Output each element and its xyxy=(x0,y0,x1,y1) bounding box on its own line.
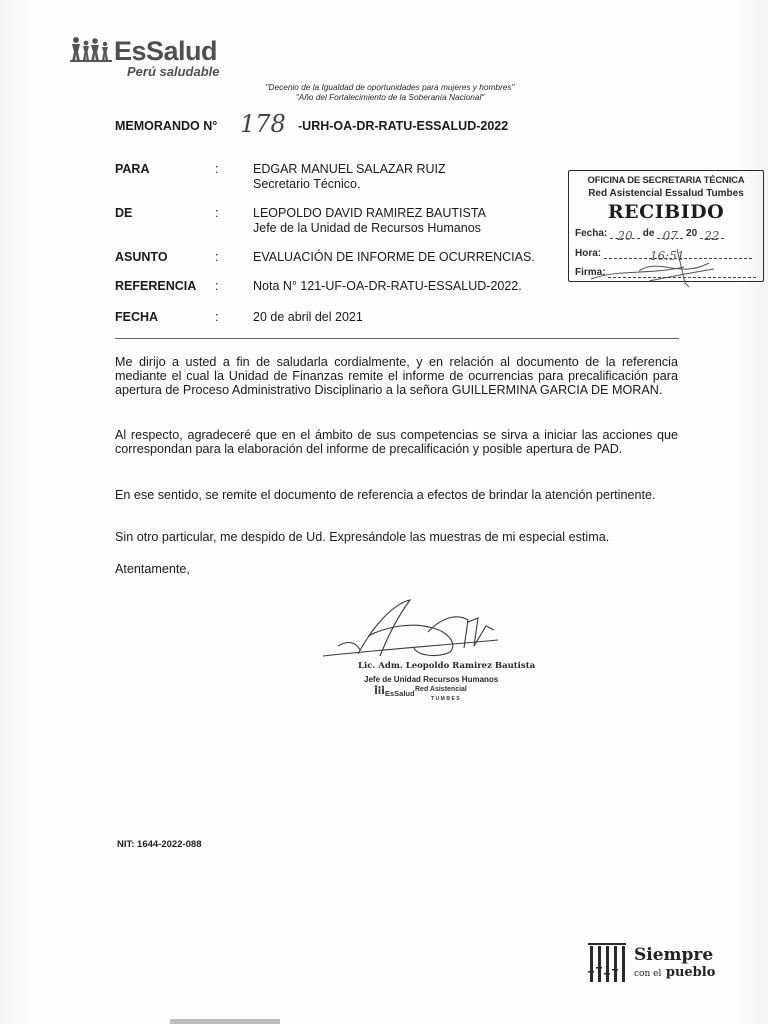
footer-brand xyxy=(586,941,726,985)
reference-value: Nota N° 121-UF-OA-DR-RATU-ESSALUD-2022. xyxy=(253,279,522,293)
stamp-network: Red Asistencial Essalud Tumbes xyxy=(588,188,744,199)
sender-name: LEOPOLDO DAVID RAMIREZ BAUTISTA xyxy=(253,206,486,220)
stamp-date-year: 22 xyxy=(700,229,724,239)
signatory-name: Lic. Adm. Leopoldo Ramirez Bautista xyxy=(358,661,536,671)
closing-text: Atentamente, xyxy=(115,562,190,576)
field-colon: : xyxy=(215,310,219,324)
stamp-date-line xyxy=(575,228,724,243)
stamp-status: RECIBIDO xyxy=(607,201,725,223)
field-label: FECHA xyxy=(115,310,159,324)
family-icon xyxy=(70,36,114,62)
org-name: EsSalud xyxy=(114,36,218,66)
memo-label: MEMORANDO N° xyxy=(115,119,218,133)
stamp-date-label: Fecha: xyxy=(575,228,608,239)
field-label: PARA xyxy=(115,162,150,176)
nit-code: NIT: 1644-2022-088 xyxy=(117,839,202,850)
subject-value: EVALUACIÓN DE INFORME DE OCURRENCIAS. xyxy=(253,250,535,264)
date-value: 20 de abril del 2021 xyxy=(253,310,363,324)
decenio-line-1: "Decenio de la Igualdad de oportunidades para mujeres y hombres" xyxy=(265,82,515,92)
brand-line-2-main: pueblo xyxy=(665,965,716,980)
recipient-role: Secretario Técnico. xyxy=(253,177,361,191)
recipient-name: EDGAR MANUEL SALAZAR RUIZ xyxy=(253,162,446,176)
field-value xyxy=(253,206,486,236)
brand-line-1: Siempre xyxy=(634,945,714,965)
essalud-logo xyxy=(70,34,240,84)
field-label: ASUNTO xyxy=(115,250,168,264)
decenio-line-2: "Año del Fortalecimiento de la Soberanía Nacional" xyxy=(295,92,485,102)
stamp-office: OFICINA DE SECRETARIA TÉCNICA xyxy=(587,175,745,186)
scan-artifact xyxy=(170,1019,280,1024)
sender-role: Jefe de la Unidad de Recursos Humanos xyxy=(253,221,481,235)
field-colon: : xyxy=(215,206,219,220)
family-icon xyxy=(374,685,385,695)
stamp-date-month: 07 xyxy=(657,229,683,239)
field-label: REFERENCIA xyxy=(115,279,197,293)
stamp-firma-label: Firma: xyxy=(575,267,606,278)
pillars-icon xyxy=(586,941,630,985)
body-paragraph-4: Sin otro particular, me despido de Ud. Expresándole las muestras de mi especial estima. xyxy=(115,530,610,544)
stamp-year-prefix: 20 xyxy=(686,228,698,239)
brand-line-2 xyxy=(634,965,715,980)
memo-code: -URH-OA-DR-RATU-ESSALUD-2022 xyxy=(298,119,509,133)
body-paragraph-1: Me dirijo a usted a fin de saludarla cordialmente, y en relación al documento de la referencia mediante el cual la Unidad de Finanzas remite el informe de ocurrencias para precalificación para apertura de Proceso Administrativo Disciplinario a la señora GUILLERMINA GARCIA DE MORAN. xyxy=(115,355,678,397)
signature-city: TUMBES xyxy=(431,696,462,702)
signature-org-name: EsSalud xyxy=(385,689,415,698)
brand-line-2-small: con el xyxy=(634,969,662,979)
stamp-time-label: Hora: xyxy=(575,248,602,259)
field-colon: : xyxy=(215,279,219,293)
body-paragraph-2: Al respecto, agradeceré que en el ámbito de sus competencias se sirva a iniciar las acciones que correspondan para la elaboración del informe de precalificación y posible apertura de PAD. xyxy=(115,428,678,456)
field-label: DE xyxy=(115,206,133,220)
header-divider xyxy=(115,338,679,339)
org-tagline: Perú saludable xyxy=(127,64,220,79)
memo-number: 178 xyxy=(240,110,286,138)
stamp-signature-scribble xyxy=(589,239,719,289)
field-colon: : xyxy=(215,162,219,176)
received-stamp xyxy=(568,170,764,282)
decenio-text xyxy=(240,82,540,102)
stamp-date-day: 20 xyxy=(610,229,640,239)
signature-network: Red Asistencial xyxy=(415,686,467,693)
signatory-role: Jefe de Unidad Recursos Humanos xyxy=(364,675,499,684)
stamp-time-value: 16:51 xyxy=(604,249,752,259)
field-colon: : xyxy=(215,250,219,264)
field-value xyxy=(253,162,446,192)
stamp-de-label: de xyxy=(642,228,655,239)
body-paragraph-3: En ese sentido, se remite el documento de referencia a efectos de brindar la atención pertinente. xyxy=(115,488,656,502)
handwritten-signature xyxy=(318,596,508,668)
